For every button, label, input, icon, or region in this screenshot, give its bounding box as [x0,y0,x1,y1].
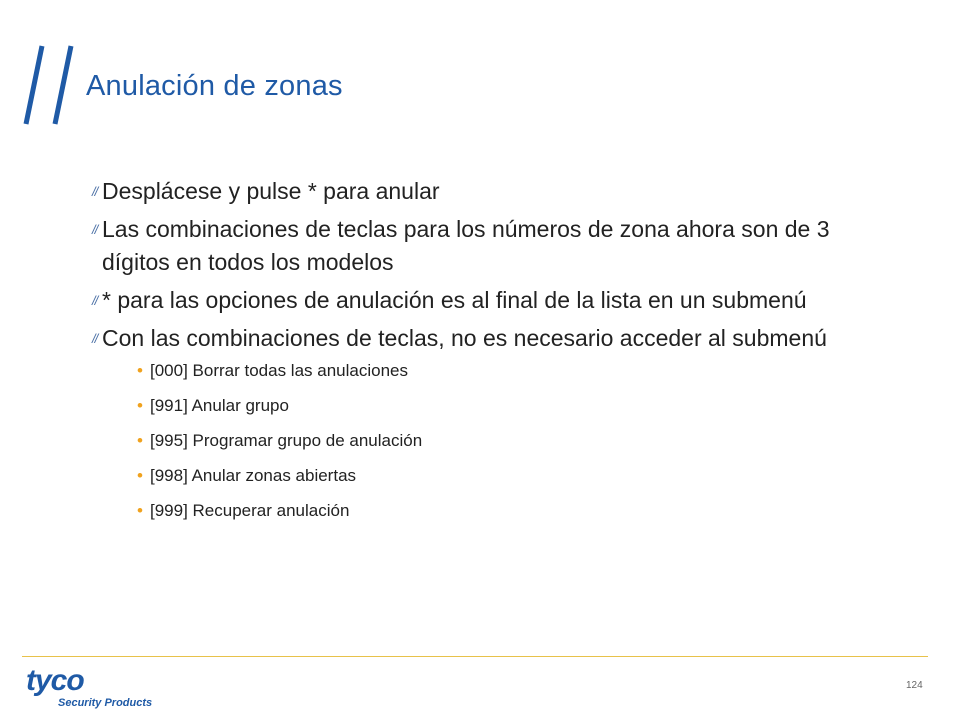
bullet-icon: • [137,466,143,485]
list-item [92,284,892,317]
sub-list-item [137,499,892,534]
list-item-text: Con las combinaciones de teclas, no es necesario acceder al submenú [102,325,827,351]
sub-list-item [137,394,892,429]
bullet-icon: • [137,431,143,450]
list-item-text: Desplácese y pulse * para anular [102,178,440,204]
double-slash-icon: // [92,293,98,308]
bullet-icon: • [137,396,143,415]
footer-divider [22,656,928,657]
sub-list-item-text: [991] Anular grupo [150,396,289,415]
tyco-logo [22,665,172,713]
double-slash-icon: // [92,331,98,346]
sub-list-item-text: [998] Anular zonas abiertas [150,466,357,485]
sub-list-item-text: [999] Recuperar anulación [150,501,350,520]
double-slash-icon: // [92,184,98,199]
list-item [92,175,892,208]
list-item-text: * para las opciones de anulación es al final de la lista en un submenú [102,287,807,313]
slide-content [92,175,892,534]
page-number: 124 [906,680,923,691]
bullet-icon: • [137,501,143,520]
list-item [92,322,892,355]
sub-list-item-text: [000] Borrar todas las anulaciones [150,361,408,380]
sub-list-item [137,359,892,394]
list-item-text: Las combinaciones de teclas para los números de zona ahora son de 3 dígitos en todos los modelos [102,216,830,275]
sub-list [92,359,892,534]
sub-list-item [137,464,892,499]
sub-list-item [137,429,892,464]
list-item [92,213,892,279]
title-slashes-icon [22,44,88,126]
double-slash-icon: // [92,222,98,237]
svg-text:tyco: tyco [26,665,84,697]
slide-title: Anulación de zonas [86,70,343,102]
sub-list-item-text: [995] Programar grupo de anulación [150,431,423,450]
bullet-icon: • [137,361,143,380]
svg-text:Security Products: Security Products [58,697,153,709]
